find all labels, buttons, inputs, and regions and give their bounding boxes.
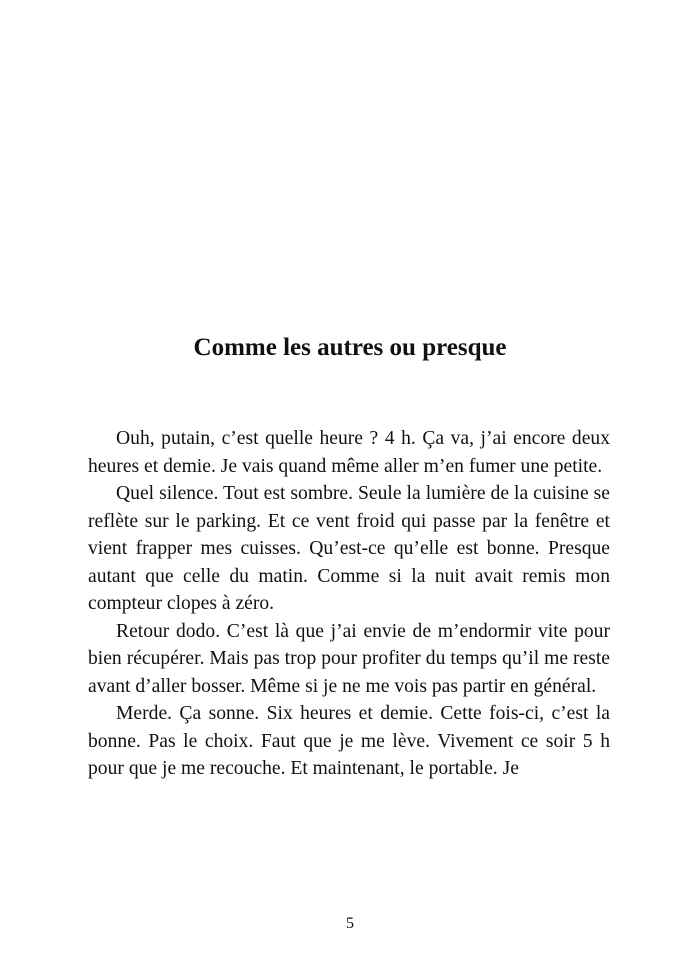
chapter-title: Comme les autres ou presque — [193, 334, 507, 361]
body-text — [88, 425, 610, 783]
paragraph: Quel silence. Tout est sombre. Seule la lumière de la cuisine se reflète sur le parking. Et ce vent froid qui passe par la fenêtre et vient frapper mes cuisses. Qu’est-ce qu’elle est bonne. Presque autant que celle du matin. Comme si la nuit avait remis mon compteur clopes à zéro. — [88, 483, 610, 614]
page-number: 5 — [346, 915, 354, 932]
paragraph: Retour dodo. C’est là que j’ai envie de m’endormir vite pour bien récupérer. Mais pas trop pour profiter du temps qu’il me reste avant d’aller bosser. Même si je ne me vois pas partir en général. — [88, 620, 610, 697]
paragraph: Ouh, putain, c’est quelle heure ? 4 h. Ça va, j’ai encore deux heures et demie. Je vais quand même aller m’en fumer une petite. — [88, 428, 610, 477]
paragraph: Merde. Ça sonne. Six heures et demie. Cette fois-ci, c’est la bonne. Pas le choix. Faut que je me lève. Vivement ce soir 5 h pour que je me recouche. Et maintenant, le portable. Je — [88, 703, 610, 779]
